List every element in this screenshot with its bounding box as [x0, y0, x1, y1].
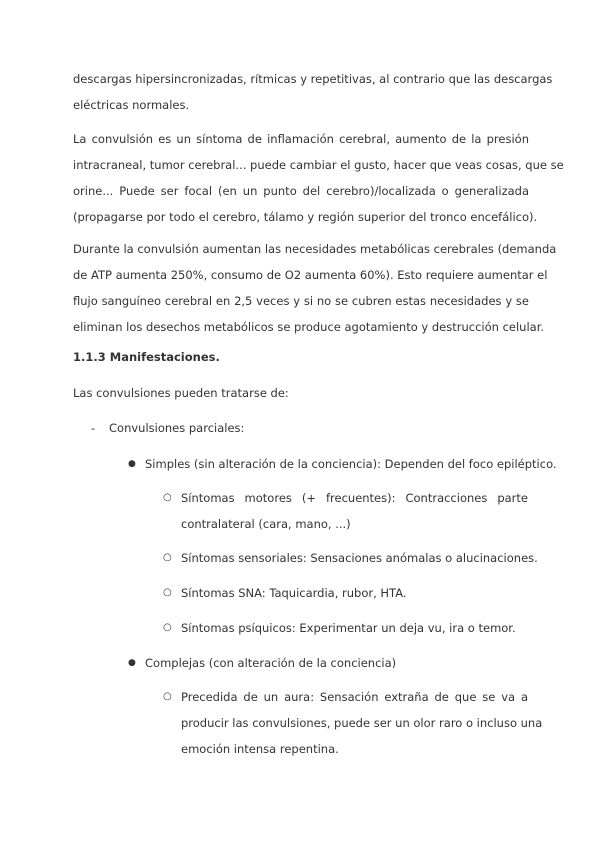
- list-item-simples: Simples (sin alteración de la conciencia): Dependen del foco epiléptico.: [145, 457, 557, 471]
- dash-marker: -: [91, 421, 96, 435]
- text-line: producir las convulsiones, puede ser un olor raro o incluso una: [181, 716, 543, 730]
- bullet-icon: ●: [128, 459, 136, 469]
- text-line: descargas hipersincronizadas, rítmicas y repetitivas, al contrario que las descargas: [73, 72, 553, 86]
- text-line: emoción intensa repentina.: [181, 742, 339, 756]
- text-line: eléctricas normales.: [73, 98, 190, 112]
- circle-bullet-icon: ○: [163, 587, 172, 598]
- sub-item-sensoriales: Síntomas sensoriales: Sensaciones anómalas o alucinaciones.: [181, 551, 538, 565]
- sub-item-psiquicos: Síntomas psíquicos: Experimentar un deja vu, ira o temor.: [181, 621, 516, 635]
- list-item-parciales: Convulsiones parciales:: [109, 421, 245, 435]
- sub-item-motores: [181, 485, 528, 537]
- circle-bullet-icon: ○: [163, 622, 172, 633]
- text-line: Síntomas motores (+ frecuentes): Contracciones parte: [181, 491, 528, 505]
- circle-bullet-icon: ○: [163, 492, 172, 503]
- text-line: contralateral (cara, mano, ...): [181, 517, 351, 531]
- text-line: de ATP aumenta 250%, consumo de O2 aumenta 60%). Esto requiere aumentar el: [73, 268, 548, 282]
- paragraph-descargas: [73, 66, 553, 118]
- sub-item-sna: Síntomas SNA: Taquicardia, rubor, HTA.: [181, 586, 407, 600]
- bullet-icon: ●: [128, 658, 136, 668]
- circle-bullet-icon: ○: [163, 691, 172, 702]
- paragraph-necesidades: [73, 236, 557, 340]
- text-line: Precedida de un aura: Sensación extraña de que se va a: [181, 690, 528, 704]
- text-line: orine... Puede ser focal (en un punto del cerebro)/localizada o generalizada: [73, 184, 529, 198]
- text-line: Durante la convulsión aumentan las necesidades metabólicas cerebrales (demanda: [73, 242, 557, 256]
- text-line: flujo sanguíneo cerebral en 2,5 veces y si no se cubren estas necesidades y se: [73, 294, 529, 308]
- text-line: eliminan los desechos metabólicos se produce agotamiento y destrucción celular.: [73, 320, 545, 334]
- text-line: intracraneal, tumor cerebral... puede cambiar el gusto, hacer que veas cosas, que se: [73, 158, 564, 172]
- section-heading: 1.1.3 Manifestaciones.: [73, 350, 220, 364]
- list-item-complejas: Complejas (con alteración de la conciencia): [145, 656, 397, 670]
- circle-bullet-icon: ○: [163, 552, 172, 563]
- text-line: (propagarse por todo el cerebro, tálamo y región superior del tronco encefálico).: [73, 210, 538, 224]
- text-line: La convulsión es un síntoma de inflamación cerebral, aumento de la presión: [73, 132, 529, 146]
- intro-text: Las convulsiones pueden tratarse de:: [73, 386, 289, 400]
- sub-item-aura: [181, 684, 543, 762]
- paragraph-convulsion: [73, 126, 564, 230]
